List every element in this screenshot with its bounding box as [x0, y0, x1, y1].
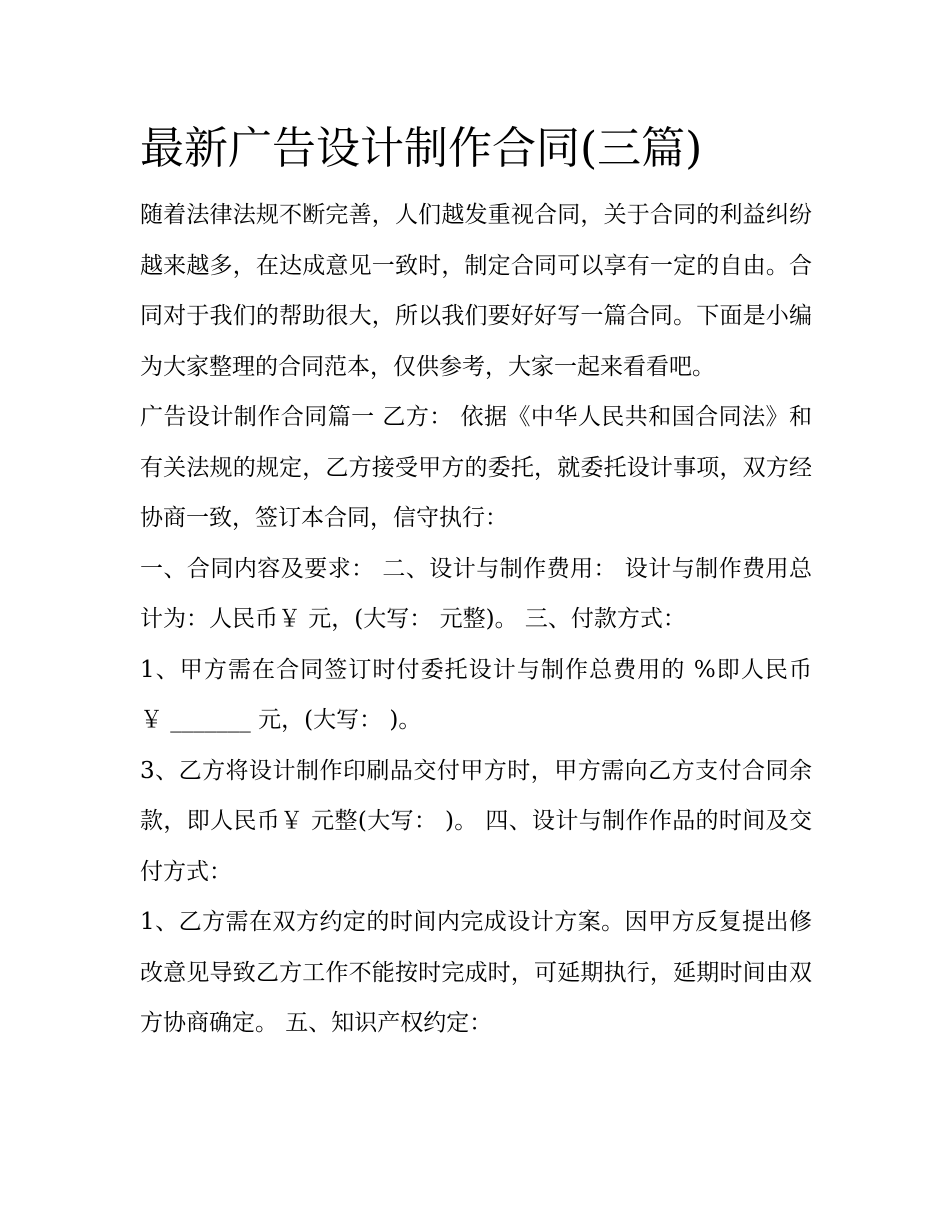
payment-clause-1-paragraph: 1、甲方需在合同签订时付委托设计与制作总费用的 %即人民币 ￥ _______ 元，(大写： )。	[140, 656, 812, 733]
intro-paragraph: 随着法律法规不断完善，人们越发重视合同，关于合同的利益纠纷越来越多，在达成意见一致时，制定合同可以享有一定的自由。合同对于我们的帮助很大，所以我们要好好写一篇合同。下面是小编为大家整理的合同范本，仅供参考，大家一起来看看吧。	[140, 202, 812, 380]
delivery-clause-1-paragraph: 1、乙方需在双方约定的时间内完成设计方案。因甲方反复提出修改意见导致乙方工作不能按时完成时，可延期执行，延期时间由双方协商确定。 五、知识产权约定：	[140, 909, 812, 1036]
document-title: 最新广告设计制作合同(三篇)	[140, 123, 703, 174]
document-body	[140, 116, 812, 1049]
contract-content-and-fee-paragraph: 一、合同内容及要求： 二、设计与制作费用： 设计与制作费用总计为：人民币￥ 元，(大写： 元整)。 三、付款方式：	[140, 555, 812, 632]
contract-preamble-paragraph: 广告设计制作合同篇一 乙方： 依据《中华人民共和国合同法》和有关法规的规定，乙方接受甲方的委托，就委托设计事项，双方经协商一致，签订本合同，信守执行：	[140, 404, 812, 531]
payment-clause-3-paragraph: 3、乙方将设计制作印刷品交付甲方时，甲方需向乙方支付合同余款，即人民币￥ 元整(大写： )。 四、设计与制作作品的时间及交付方式：	[140, 757, 812, 885]
